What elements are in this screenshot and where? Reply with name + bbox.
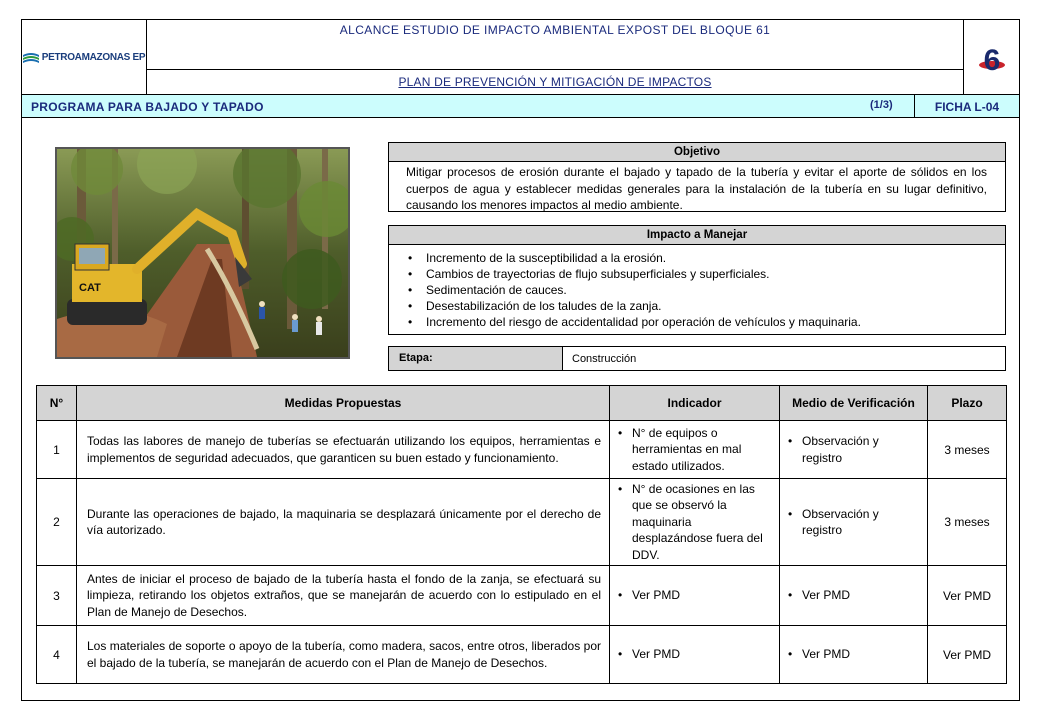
table-row	[37, 421, 1007, 479]
logo-text: PETROAMAZONAS EP	[41, 52, 146, 63]
bullet-icon: •	[788, 588, 793, 603]
title-cell	[147, 20, 964, 95]
document-title: ALCANCE ESTUDIO DE IMPACTO AMBIENTAL EXPOST DEL BLOQUE 61	[147, 20, 963, 70]
impact-item: • Desestabilización de los taludes de la zanja.	[406, 298, 995, 314]
row-number: 2	[37, 479, 77, 566]
row-measure: Durante las operaciones de bajado, la maquinaria se desplazará únicamente por el derecho de vía autorizado.	[77, 479, 610, 566]
program-name: PROGRAMA PARA BAJADO Y TAPADO	[31, 100, 264, 114]
bullet-icon: •	[618, 588, 623, 603]
row-verification: Observación y registro	[802, 434, 879, 465]
column-header-indicator: Indicador	[610, 386, 780, 421]
company-logo	[22, 20, 147, 95]
impact-list	[389, 245, 1005, 330]
excavator-photo	[55, 147, 350, 359]
bullet-icon: •	[788, 647, 793, 662]
row-measure: Antes de iniciar el proceso de bajado de la tubería hasta el fondo de la zanja, se efectuará su limpieza, retirando los objetos extraños, que se manejarán de acuerdo con lo estipulado en el Plan de Manejo de Desechos.	[77, 566, 610, 626]
document-subtitle: PLAN DE PREVENCIÓN Y MITIGACIÓN DE IMPACTOS	[398, 75, 712, 89]
objective-text: Mitigar procesos de erosión durante el bajado y tapado de la tubería y evitar el aporte de sólidos en los cuerpos de agua y establecer medidas generales para la instalación de la tubería en su lugar definitivo, causando los menores impactos al medio ambiente.	[406, 165, 987, 212]
row-verification: Ver PMD	[802, 647, 851, 662]
measures-table	[36, 385, 1007, 684]
objective-heading: Objetivo	[389, 143, 1005, 162]
row-indicator: N° de equipos o herramientas en mal estado utilizados.	[632, 425, 742, 473]
table-row	[37, 566, 1007, 626]
row-term: Ver PMD	[928, 566, 1007, 626]
column-header-measures: Medidas Propuestas	[77, 386, 610, 421]
stage-row	[388, 346, 1006, 371]
bullet-icon: •	[618, 425, 623, 440]
table-header-row	[37, 386, 1007, 421]
impact-item: • Cambios de trayectorias de flujo subsuperficiales y superficiales.	[406, 266, 995, 282]
section-number-graphic	[975, 41, 1009, 75]
column-header-number: N°	[37, 386, 77, 421]
stage-label: Etapa:	[389, 347, 563, 370]
row-verification: Observación y registro	[802, 506, 879, 537]
bullet-icon: •	[618, 481, 623, 496]
column-header-term: Plazo	[928, 386, 1007, 421]
row-number: 1	[37, 421, 77, 479]
page-indicator: (1/3)	[870, 99, 893, 111]
section-number: 6	[983, 43, 1000, 75]
bullet-icon: •	[618, 647, 623, 662]
row-number: 3	[37, 566, 77, 626]
logo-mark-icon	[23, 52, 39, 64]
program-bar	[22, 95, 1019, 118]
row-indicator: Ver PMD	[632, 647, 681, 662]
row-measure: Todas las labores de manejo de tuberías se efectuarán utilizando los equipos, herramientas e implementos de seguridad adecuados, que garanticen su buen estado y funcionamiento.	[77, 421, 610, 479]
impact-item: • Incremento del riesgo de accidentalidad por operación de vehículos y maquinaria.	[406, 314, 995, 330]
row-term: Ver PMD	[928, 626, 1007, 684]
stage-value: Construcción	[572, 353, 637, 365]
column-header-verification: Medio de Verificación	[780, 386, 928, 421]
row-verification: Ver PMD	[802, 588, 851, 603]
row-indicator: Ver PMD	[632, 588, 681, 603]
impact-heading: Impacto a Manejar	[389, 226, 1005, 245]
machine-label: CAT	[79, 282, 101, 294]
row-number: 4	[37, 626, 77, 684]
bullet-icon: •	[788, 434, 793, 448]
section-number-emblem	[964, 20, 1019, 95]
table-row	[37, 626, 1007, 684]
bullet-icon: •	[788, 506, 793, 521]
document-frame	[21, 19, 1020, 701]
objective-box	[388, 142, 1006, 212]
impact-item: • Sedimentación de cauces.	[406, 282, 995, 298]
table-row	[37, 479, 1007, 566]
impact-item: • Incremento de la susceptibilidad a la erosión.	[406, 250, 995, 266]
row-measure: Los materiales de soporte o apoyo de la tubería, como madera, sacos, entre otros, liberados por el bajado de la tubería, se manejarán de acuerdo con el Plan de Manejo de Desechos.	[77, 626, 610, 684]
ficha-code: FICHA L-04	[914, 95, 1019, 117]
row-term: 3 meses	[928, 479, 1007, 566]
row-term: 3 meses	[928, 421, 1007, 479]
document-header	[22, 20, 1019, 95]
impact-box	[388, 225, 1006, 335]
row-indicator: N° de ocasiones en las que se observó la maquinaria desplazándose fuera del DDV.	[632, 481, 763, 562]
